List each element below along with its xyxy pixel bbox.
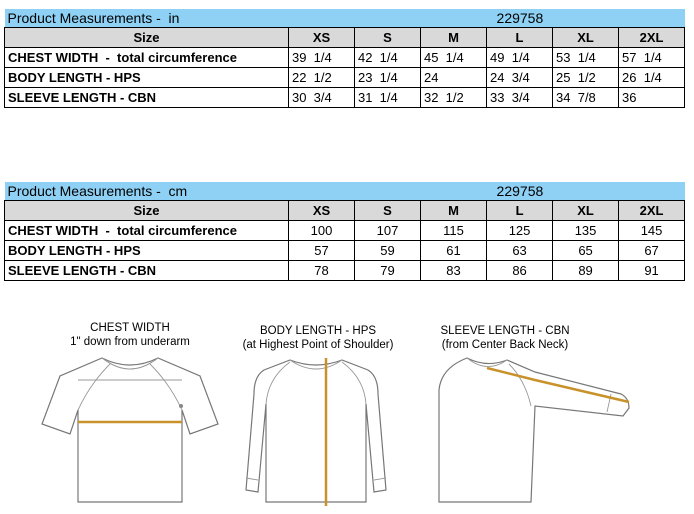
cell: 125 [487, 221, 553, 241]
header-l: L [487, 201, 553, 221]
caption-subtitle: (at Highest Point of Shoulder) [242, 339, 394, 351]
table-title: Product Measurements - cm [5, 182, 487, 201]
cell: 23 1/4 [355, 68, 421, 88]
longsleeve-body-length-icon [228, 350, 403, 510]
caption-title: SLEEVE LENGTH - CBN [440, 325, 570, 337]
cell: 33 3/4 [487, 88, 553, 108]
table-row [5, 88, 685, 108]
header-2xl: 2XL [619, 201, 685, 221]
measurements-table-inches [4, 9, 685, 108]
cell: 59 [355, 241, 421, 261]
cell: 107 [355, 221, 421, 241]
header-size: Size [5, 201, 289, 221]
row-label: BODY LENGTH - HPS [5, 241, 289, 261]
row-label: SLEEVE LENGTH - CBN [5, 88, 289, 108]
row-label: SLEEVE LENGTH - CBN [5, 261, 289, 281]
cell: 78 [289, 261, 355, 281]
header-m: M [421, 28, 487, 48]
style-number: 229758 [487, 9, 685, 28]
header-size: Size [5, 28, 289, 48]
caption-subtitle: (from Center Back Neck) [441, 339, 569, 351]
cell: 100 [289, 221, 355, 241]
cell: 25 1/2 [553, 68, 619, 88]
tshirt-chest-icon [40, 350, 220, 510]
table-row [5, 48, 685, 68]
measurements-table-cm [4, 182, 685, 281]
caption-subtitle: 1" down from underarm [70, 336, 190, 348]
longsleeve-sleeve-length-icon [425, 350, 640, 510]
table-title: Product Measurements - in [5, 9, 487, 28]
cell: 30 3/4 [289, 88, 355, 108]
cell: 24 3/4 [487, 68, 553, 88]
cell: 32 1/2 [421, 88, 487, 108]
cell: 22 1/2 [289, 68, 355, 88]
row-label: CHEST WIDTH - total circumference [5, 48, 289, 68]
cell: 36 [619, 88, 685, 108]
cell: 26 1/4 [619, 68, 685, 88]
table-row [5, 241, 685, 261]
header-xl: XL [553, 201, 619, 221]
cell: 63 [487, 241, 553, 261]
cell: 42 1/4 [355, 48, 421, 68]
cell: 53 1/4 [553, 48, 619, 68]
cell: 57 [289, 241, 355, 261]
header-s: S [355, 201, 421, 221]
header-xs: XS [289, 201, 355, 221]
style-number: 229758 [487, 182, 685, 201]
header-xl: XL [553, 28, 619, 48]
cell: 86 [487, 261, 553, 281]
header-m: M [421, 201, 487, 221]
cell: 91 [619, 261, 685, 281]
cell: 34 7/8 [553, 88, 619, 108]
header-s: S [355, 28, 421, 48]
row-label: BODY LENGTH - HPS [5, 68, 289, 88]
cell: 24 [421, 68, 487, 88]
cell: 79 [355, 261, 421, 281]
cell: 67 [619, 241, 685, 261]
table-row [5, 68, 685, 88]
cell: 39 1/4 [289, 48, 355, 68]
header-xs: XS [289, 28, 355, 48]
table-row [5, 261, 685, 281]
header-l: L [487, 28, 553, 48]
cell: 57 1/4 [619, 48, 685, 68]
table-row [5, 221, 685, 241]
caption-title: CHEST WIDTH [90, 322, 170, 334]
figure-caption-sleeve-length [410, 324, 600, 352]
cell: 89 [553, 261, 619, 281]
cell: 115 [421, 221, 487, 241]
cell: 31 1/4 [355, 88, 421, 108]
caption-title: BODY LENGTH - HPS [259, 325, 377, 337]
cell: 145 [619, 221, 685, 241]
cell: 65 [553, 241, 619, 261]
cell: 83 [421, 261, 487, 281]
cell: 45 1/4 [421, 48, 487, 68]
row-label: CHEST WIDTH - total circumference [5, 221, 289, 241]
cell: 61 [421, 241, 487, 261]
cell: 49 1/4 [487, 48, 553, 68]
header-2xl: 2XL [619, 28, 685, 48]
figure-caption-chest [40, 321, 220, 349]
figure-caption-body-length [218, 324, 418, 352]
cell: 135 [553, 221, 619, 241]
